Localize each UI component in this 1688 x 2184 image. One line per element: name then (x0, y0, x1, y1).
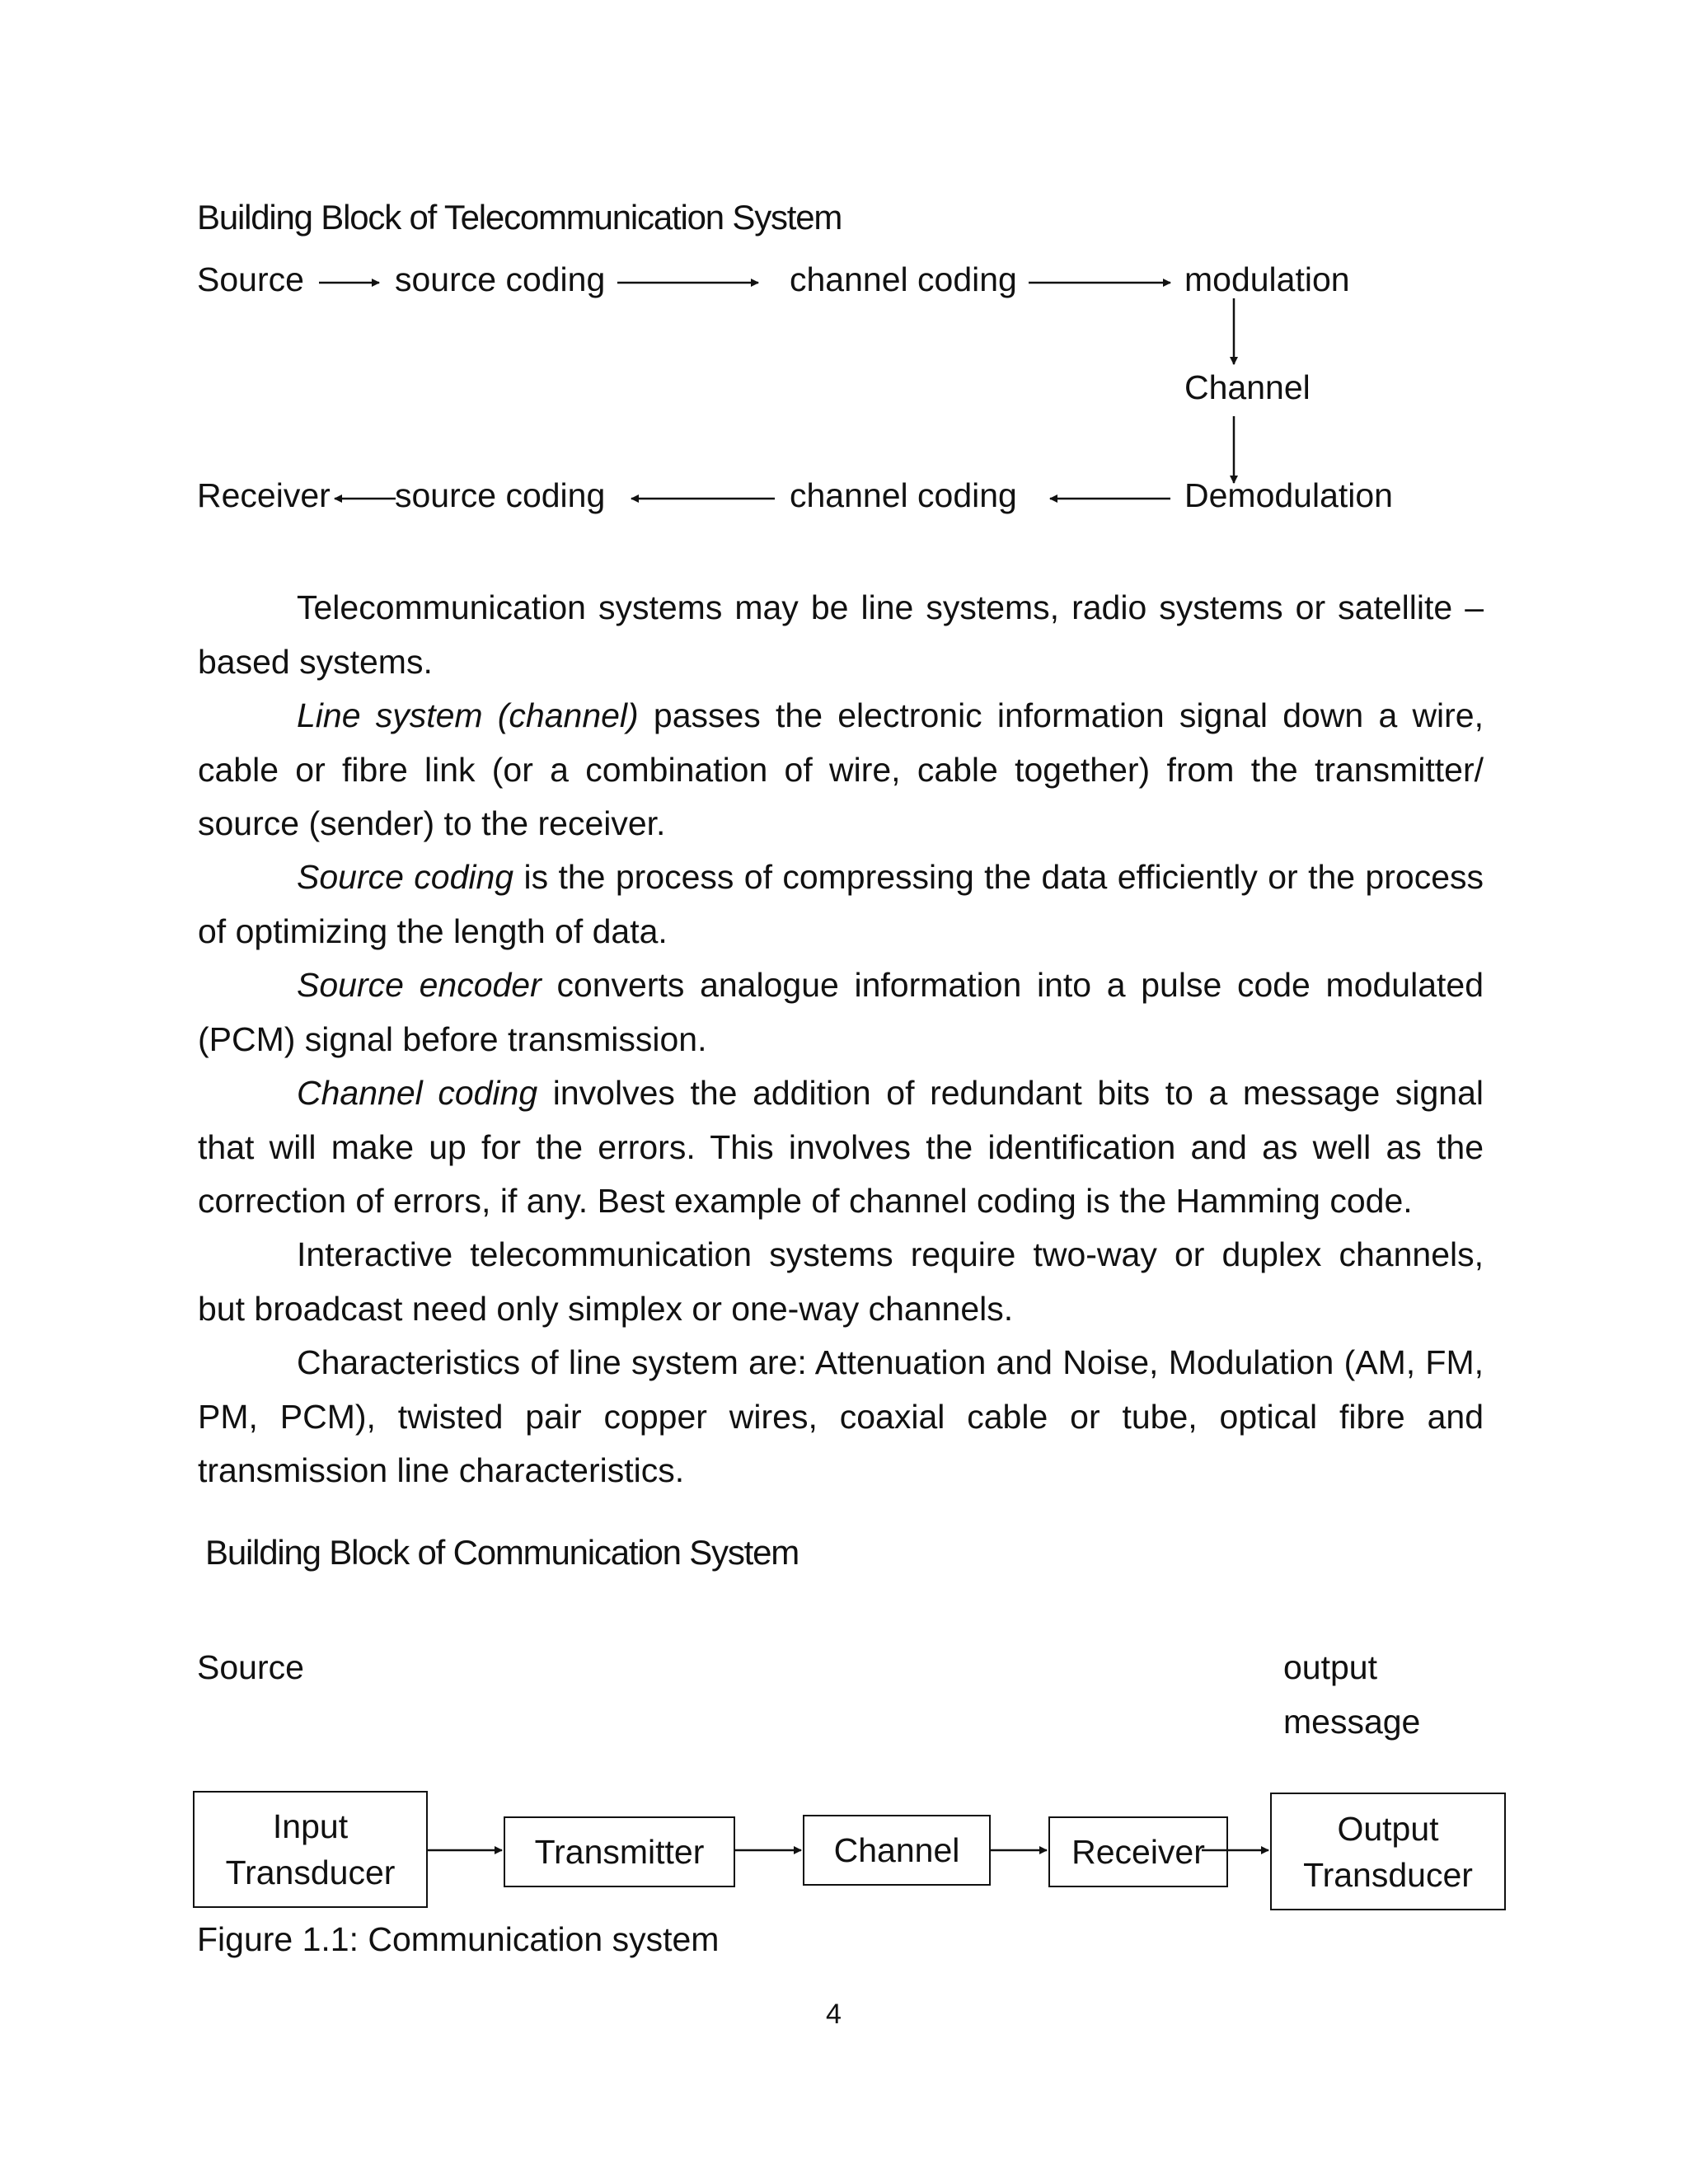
flow-receiver-label: Receiver (197, 476, 331, 514)
block-output-transducer (1270, 1793, 1506, 1910)
block-line: Channel (833, 1831, 960, 1869)
diagram-message-label: message (1283, 1703, 1421, 1741)
block-line: Receiver (1071, 1833, 1205, 1871)
paragraph-text: is the process of compressing the data efficiently or the process of optimizing the length of data. (198, 858, 1484, 950)
paragraph-text: involves the addition of redundant bits to a message signal that will make up for the errors. This involves the identification and as well as the correction of errors, if any. Best example of channel coding is the Hamming code. (198, 1074, 1484, 1220)
paragraph-text: Characteristics of line system are: Attenuation and Noise, Modulation (AM, FM, PM, PCM), twisted pair copper wires, coaxial cable or tube, optical fibre and transmission line characteristics. (198, 1343, 1484, 1489)
paragraph-text: Telecommunication systems may be line systems, radio systems or satellite – based systems. (198, 588, 1484, 681)
flow-channel-decoding-label: channel coding (790, 476, 1017, 514)
section-heading-communication: Building Block of Communication System (205, 1533, 799, 1572)
paragraph-line-characteristics (198, 1336, 1484, 1498)
section-heading-telecom: Building Block of Telecommunication System (197, 198, 842, 237)
term-line-system: Line system (channel) (297, 696, 639, 734)
flow-source-decoding-label: source coding (395, 476, 606, 514)
paragraph-text: converts analogue information into a pulse code modulated (PCM) signal before transmission. (198, 966, 1484, 1058)
flow-source-label: Source (197, 260, 304, 298)
page-number: 4 (826, 1999, 842, 2030)
flow-channel-coding-label: channel coding (790, 260, 1017, 298)
paragraph-source-encoder (198, 958, 1484, 1066)
paragraph-channel-coding (198, 1066, 1484, 1229)
diagram-source-label: Source (197, 1648, 304, 1686)
figure-caption: Figure 1.1: Communication system (197, 1920, 720, 1958)
block-input-transducer (193, 1791, 428, 1908)
block-receiver (1048, 1816, 1228, 1887)
block-line: Transducer (225, 1854, 396, 1891)
paragraph-source-coding (198, 851, 1484, 958)
block-line: Output (1337, 1809, 1439, 1848)
block-channel (803, 1815, 991, 1886)
term-channel-coding: Channel coding (297, 1074, 538, 1112)
paragraph-line-system (198, 689, 1484, 851)
flow-source-coding-label: source coding (395, 260, 606, 298)
term-source-coding: Source coding (297, 858, 514, 896)
paragraph-text: passes the electronic information signal down a wire, cable or fibre link (or a combination of wire, cable together) from the transmitter/ source (sender) to the receiver. (198, 696, 1484, 842)
flow-demodulation-label: Demodulation (1184, 476, 1393, 514)
flow-modulation-label: modulation (1184, 260, 1350, 298)
flow-channel-label: Channel (1184, 368, 1311, 406)
term-source-encoder: Source encoder (297, 966, 542, 1004)
paragraph-interactive-systems (198, 1228, 1484, 1336)
paragraph-line-radio-satellite (198, 581, 1484, 689)
block-transmitter (504, 1816, 735, 1887)
block-line: Input (272, 1807, 349, 1845)
block-line: Transducer (1303, 1855, 1473, 1894)
diagram-output-label: output (1283, 1648, 1377, 1686)
block-line: Transmitter (534, 1833, 705, 1871)
paragraph-text: Interactive telecommunication systems require two-way or duplex channels, but broadcast need only simplex or one-way channels. (198, 1235, 1484, 1328)
